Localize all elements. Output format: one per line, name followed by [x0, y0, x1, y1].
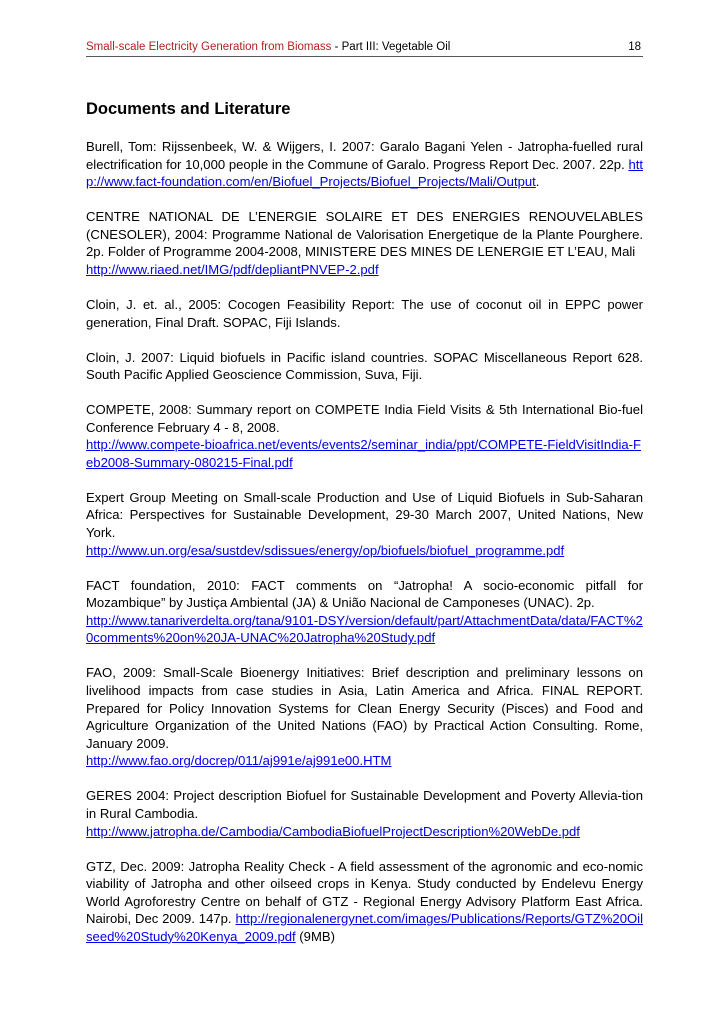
reference-text: GERES 2004: Project description Biofuel for Sustainable Development and Poverty Allevia-tion in Rural Cambodia. — [86, 788, 643, 821]
reference-item — [86, 401, 643, 471]
reference-text: CENTRE NATIONAL DE L’ENERGIE SOLAIRE ET DES ENERGIES RENOUVELABLES (CNESOLER), 2004: Programme National de Valorisation Energetique de la Plante Pourghere. 2p. Folder of Programme 2004-2008, MINISTERE DES MINES DE LENERGIE ET L’EAU, Mali — [86, 209, 643, 260]
reference-item — [86, 858, 643, 946]
reference-text: Expert Group Meeting on Small-scale Production and Use of Liquid Biofuels in Sub-Saharan Africa: Perspectives for Sustainable Development, 29-30 March 2007, United Nations, New York. — [86, 489, 643, 541]
reference-text: FAO, 2009: Small-Scale Bioenergy Initiatives: Brief description and preliminary lessons on livelihood impacts from case studies in Asia, Latin America and Africa. FINAL REPORT. Prepared for Policy Innovation Systems for Clean Energy Security (Pisces) and Food and Agriculture Organization of the United Nations (FAO) by Practical Action Consulting. Rome, January 2009. — [86, 665, 643, 751]
reference-item — [86, 296, 643, 331]
reference-item — [86, 349, 643, 384]
section-heading: Documents and Literature — [86, 100, 291, 118]
reference-item — [86, 208, 643, 278]
reference-item — [86, 577, 643, 647]
reference-link[interactable]: http://www.riaed.net/IMG/pdf/depliantPNVEP-2.pdf — [86, 261, 379, 277]
reference-link[interactable]: http://www.jatropha.de/Cambodia/CambodiaBiofuelProjectDescription%20WebDe.pdf — [86, 823, 580, 839]
reference-item — [86, 664, 643, 770]
page-number: 18 — [628, 41, 641, 53]
header-title-accent: Small-scale Electricity Generation from Biomass — [86, 41, 332, 53]
reference-item — [86, 787, 643, 840]
reference-link[interactable]: http://www.fao.org/docrep/011/aj991e/aj991e00.HTM — [86, 753, 392, 769]
reference-text: Cloin, J. et. al., 2005: Cocogen Feasibility Report: The use of coconut oil in EPPC power generation, Final Draft. SOPAC, Fiji Islands. — [86, 296, 643, 330]
reference-link[interactable]: http://www.tanariverdelta.org/tana/9101-DSY/version/default/part/AttachmentData/data/FACT%20comments%20on%20JA-UNAC%20Jatropha%20Study.pdf — [86, 612, 643, 646]
reference-link[interactable]: http://www.compete-bioafrica.net/events/events2/seminar_india/ppt/COMPETE-FieldVisitIndia-Feb2008-Summary-080215-Final.pdf — [86, 437, 642, 470]
reference-tail: . — [535, 174, 540, 190]
reference-item — [86, 138, 643, 191]
reference-text: GTZ, Dec. 2009: Jatropha Reality Check - A field assessment of the agronomic and eco-nomic viability of Jatropha and other oilseed crops in Kenya. Study conducted by Endelevu Energy World Agroforestry Centre on behalf of GTZ - Regional Energy Advisory Platform East Africa. Nairobi, Dec 2009. 147p. — [86, 858, 643, 927]
reference-text: Burell, Tom: Rijssenbeek, W. & Wijgers, I. 2007: Garalo Bagani Yelen - Jatropha-fuelled rural electrification for 10,000 people in the Commune of Garalo. Progress Report Dec. 2007. 22p. — [86, 139, 643, 172]
header-title-rest: - Part III: Vegetable Oil — [331, 41, 451, 53]
reference-list — [86, 138, 643, 963]
reference-item — [86, 489, 643, 559]
reference-link[interactable]: http://www.fact-foundation.com/en/Biofuel_Projects/Biofuel_Projects/Mali/Output — [86, 156, 644, 190]
reference-link[interactable]: http://www.un.org/esa/sustdev/sdissues/energy/op/biofuels/biofuel_programme.pdf — [86, 542, 565, 558]
reference-tail: (9MB) — [295, 928, 335, 944]
reference-text: FACT foundation, 2010: FACT comments on “Jatropha! A socio-economic pitfall for Mozambique” by Justiça Ambiental (JA) & União Nacional de Camponeses (UNAC). 2p. — [86, 577, 643, 611]
reference-link[interactable]: http://regionalenergynet.com/images/Publications/Reports/GTZ%20Oilseed%20Study%20Kenya_2009.pdf — [86, 911, 643, 944]
reference-text: Cloin, J. 2007: Liquid biofuels in Pacific island countries. SOPAC Miscellaneous Report 628. South Pacific Applied Geoscience Commission, Suva, Fiji. — [86, 349, 643, 383]
reference-text: COMPETE, 2008: Summary report on COMPETE India Field Visits & 5th International Bio-fuel Conference February 4 - 8, 2008. — [86, 402, 643, 435]
running-header — [86, 38, 643, 57]
